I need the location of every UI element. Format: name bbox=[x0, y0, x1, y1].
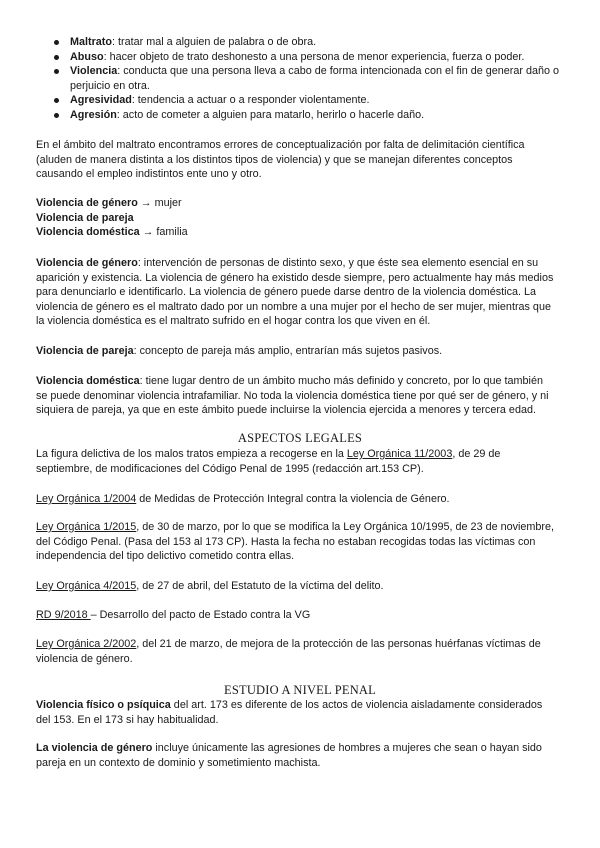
paragraph-term: Violencia de género bbox=[36, 257, 138, 269]
type-line bbox=[36, 211, 556, 226]
aspectos-legales-heading: ASPECTOS LEGALES bbox=[237, 431, 363, 445]
definition-term: Agresión bbox=[70, 108, 117, 121]
law-text: – Desarrollo del pacto de Estado contra la VG bbox=[90, 609, 311, 621]
definition-text: : conducta que una persona lleva a cabo de forma intencionada con el fin de generar daño o perjuicio en otra. bbox=[70, 65, 560, 92]
type-term: Violencia de género bbox=[36, 197, 138, 209]
aspectos-intro-paragraph bbox=[36, 447, 556, 476]
law-paragraph bbox=[36, 579, 556, 594]
paragraph-text: La figura delictiva de los malos tratos empieza a recogerse en la bbox=[36, 448, 347, 460]
definition-text: : tratar mal a alguien de palabra o de obra. bbox=[112, 36, 317, 48]
paragraph-text: incluye únicamente las agresiones de hombres a mujeres che sean o hayan sido pareja en un contexto de dominio y sometimiento machista. bbox=[36, 742, 542, 769]
definition-text: : tendencia a actuar o a responder violentamente. bbox=[131, 94, 370, 107]
law-text: de Medidas de Protección Integral contra la violencia de Género. bbox=[136, 493, 450, 505]
paragraph-text: : tiene lugar dentro de un ámbito mucho más definido y concreto, por lo que también se puede denominar violencia intrafamiliar. No toda la violencia doméstica tiene por qué ser de género, y ni siquiera de pareja, ya que en este ámbito puede incluirse la violencia ejercida a menores y tercera edad. bbox=[36, 375, 549, 417]
definition-term: Agresividad bbox=[70, 94, 132, 107]
law-text: , de 30 de marzo, por lo que se modifica la Ley Orgánica 10/1995, de 23 de noviembre, del Código Penal. (Pasa del 153 al 173 CP). Hasta la fecha no estaban recogidas todas las víctimas con independencia del tipo delictivo cometido contra ellas. bbox=[36, 521, 554, 563]
list-item bbox=[70, 108, 590, 123]
definitions-list bbox=[36, 35, 590, 123]
definition-term: Violencia bbox=[70, 65, 118, 78]
type-line bbox=[36, 225, 556, 240]
law-link[interactable]: Ley Orgánica 1/2004 bbox=[36, 493, 137, 505]
paragraph-term: Violencia físico o psíquica bbox=[36, 699, 171, 711]
intro-paragraph: En el ámbito del maltrato encontramos errores de conceptualización por falta de delimitación científica (aluden de manera distinta a los distintos tipos de violencia) y que se manejan diferentes conceptos causando el empleo indistintos ente uno y otro. bbox=[36, 139, 525, 181]
pareja-paragraph bbox=[36, 344, 556, 359]
law-link[interactable]: Ley Orgánica 2/2002 bbox=[36, 638, 137, 650]
law-link[interactable]: Ley Orgánica 4/2015 bbox=[36, 580, 137, 592]
paragraph-term: La violencia de género bbox=[36, 742, 153, 754]
domestica-paragraph bbox=[36, 374, 556, 418]
estudio-paragraph bbox=[36, 698, 556, 727]
violence-types-block bbox=[36, 196, 556, 240]
type-term: Violencia doméstica bbox=[36, 226, 140, 239]
law-link[interactable]: RD 9/2018 bbox=[36, 609, 91, 621]
list-item bbox=[70, 35, 590, 50]
law-text: , de 27 de abril, del Estatuto de la víctima del delito. bbox=[136, 580, 384, 592]
genero-paragraph bbox=[36, 256, 556, 329]
law-link[interactable]: Ley Orgánica 1/2015 bbox=[36, 521, 137, 533]
list-item bbox=[70, 64, 590, 93]
law-link[interactable]: Ley Orgánica 11/2003 bbox=[346, 448, 453, 460]
estudio-paragraph bbox=[36, 741, 556, 770]
law-text: , del 21 de marzo, de mejora de la protección de las personas huérfanas víctimas de violencia de género. bbox=[36, 638, 541, 665]
list-item bbox=[70, 93, 590, 108]
paragraph-term: Violencia doméstica bbox=[36, 375, 140, 387]
law-paragraph bbox=[36, 520, 556, 564]
law-paragraph bbox=[36, 608, 556, 623]
law-paragraph bbox=[36, 637, 556, 666]
type-suffix: → familia bbox=[139, 226, 188, 239]
paragraph-text: : concepto de pareja más amplio, entrarían más sujetos pasivos. bbox=[133, 345, 443, 357]
list-item bbox=[70, 50, 590, 65]
paragraph-text: del art. 173 es diferente de los actos de violencia aisladamente considerados del 153. En el 173 si hay habitualidad. bbox=[36, 699, 543, 726]
type-term: Violencia de pareja bbox=[36, 211, 134, 224]
type-line bbox=[36, 196, 556, 211]
paragraph-term: Violencia de pareja bbox=[36, 345, 134, 357]
estudio-penal-heading: ESTUDIO A NIVEL PENAL bbox=[224, 683, 376, 697]
definition-term: Maltrato bbox=[70, 36, 112, 48]
law-paragraph bbox=[36, 492, 556, 507]
definition-term: Abuso bbox=[70, 50, 104, 63]
definition-text: : acto de cometer a alguien para matarlo, herirlo o hacerle daño. bbox=[116, 108, 425, 121]
definition-text: : hacer objeto de trato deshonesto a una persona de menor experiencia, fuerza o poder. bbox=[103, 50, 525, 63]
paragraph-text: : intervención de personas de distinto sexo, y que éste sea elemento esencial en su aparición y existencia. La violencia de género ha existido desde siempre, pero actualmente hay más medios para denunciarlo e identificarlo. La violencia de género puede darse dentro de la violencia doméstica. La violencia de género es el maltrato dado por un nombre a una mujer por el hecho de ser mujer, mientras que la violencia doméstica es el maltrato sufrido en el hogar contra los que viven en él. bbox=[36, 257, 554, 328]
type-suffix: → mujer bbox=[137, 197, 182, 209]
paragraph-text: , de 29 de septiembre, de modificaciones del Código Penal de 1995 (redacción art.153 CP). bbox=[36, 448, 501, 475]
